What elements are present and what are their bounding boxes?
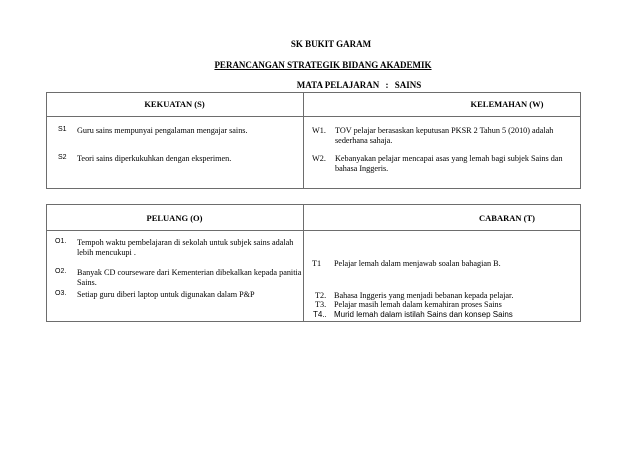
threat-4-text: Murid lemah dalam istilah Sains dan konsep Sains [334,310,513,319]
threat-1-text: Pelajar lemah dalam menjawab soalan bahagian B. [334,259,501,268]
threat-4-number: T4.. [313,310,327,319]
opportunity-2-text: Banyak CD courseware dari Kementerian dibekalkan kepada panitia Sains. [77,268,302,287]
opportunity-1-number: O1. [55,238,67,245]
threats-header: CABARAN (T) [479,213,535,223]
opportunities-header: PELUANG (O) [146,213,203,223]
opportunity-3-number: O3. [55,290,67,297]
subject-label: MATA PELAJARAN [296,80,380,90]
subject-line [40,80,638,91]
strength-2-number: S2 [58,154,67,161]
weaknesses-header: KELEMAHAN (W) [470,99,544,109]
opportunity-1-text: Tempoh waktu pembelajaran di sekolah untuk subjek sains adalah lebih mencukupi . [77,238,294,257]
threat-3-number: T3. [315,300,327,309]
subject-separator: : [385,80,389,90]
threat-2-text: Bahasa Inggeris yang menjadi bebanan kepada pelajar. [334,291,514,300]
threat-2-number: T2. [315,291,327,300]
opportunity-2-number: O2. [55,268,67,275]
plan-title: PERANCANGAN STRATEGIK BIDANG AKADEMIK [214,60,432,70]
threat-3-text: Pelajar masih lemah dalam kemahiran proses Sains [334,300,502,309]
table1-header-divider [46,116,581,117]
strength-1-text: Guru sains mempunyai pengalaman mengajar sains. [77,126,248,135]
strength-1-number: S1 [58,126,67,133]
weakness-1-text: TOV pelajar berasaskan keputusan PKSR 2 Tahun 5 (2010) adalah sederhana sahaja. [335,126,554,145]
weakness-2-number: W2. [312,154,326,163]
weakness-2-text: Kebanyakan pelajar mencapai asas yang lemah bagi subjek Sains dan bahasa Inggeris. [335,154,563,173]
table2-header-divider [46,230,581,231]
weakness-1-number: W1. [312,126,326,135]
threat-1-number: T1 [312,259,322,268]
school-name: SK BUKIT GARAM [290,39,372,49]
subject-value: SAINS [394,80,422,90]
opportunity-3-text: Setiap guru diberi laptop untuk digunakan dalam P&P [77,290,255,299]
strength-2-text: Teori sains diperkukuhkan dengan eksperimen. [77,154,232,163]
strengths-header: KEKUATAN (S) [144,99,205,109]
